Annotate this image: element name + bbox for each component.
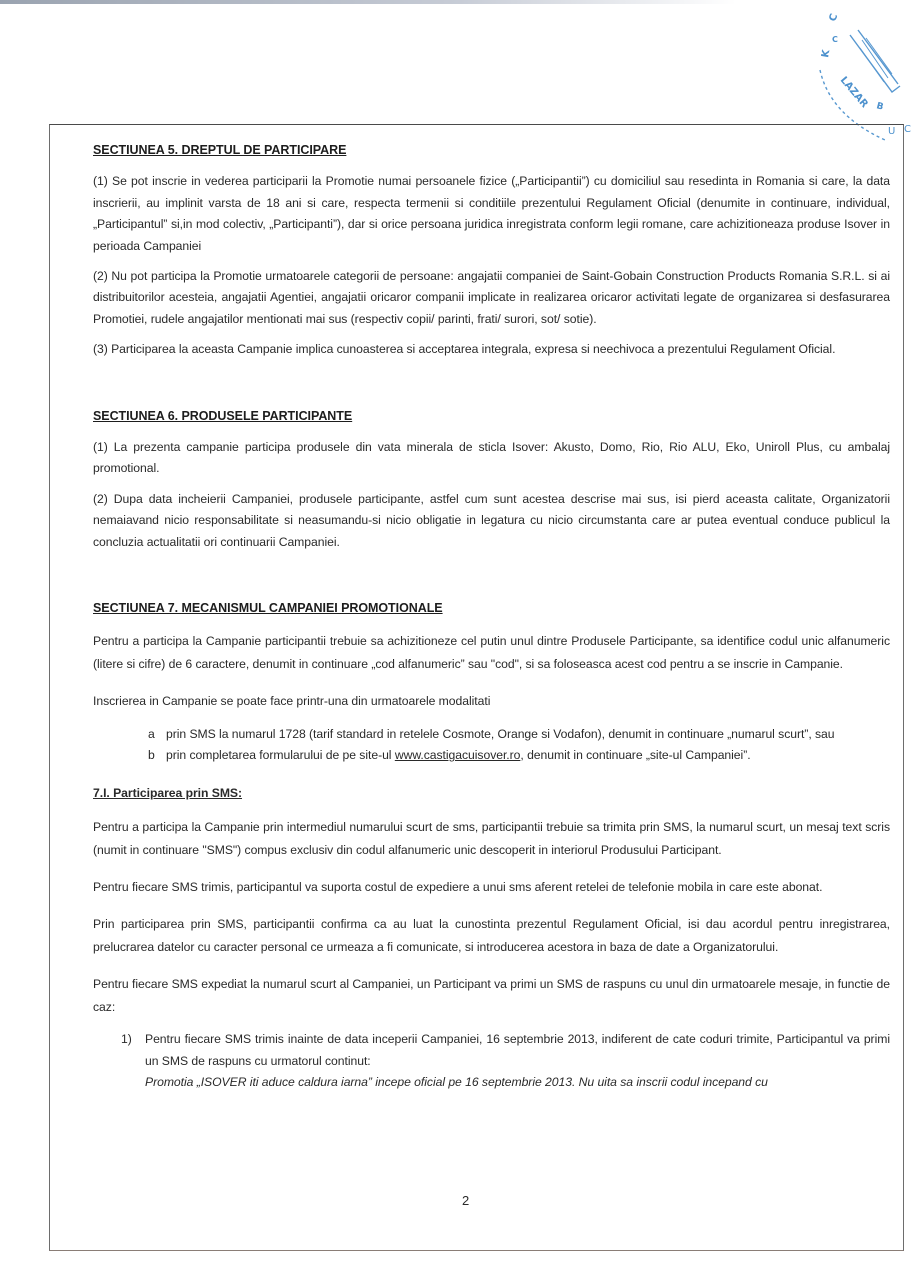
mode-item-marker: b [148, 748, 155, 763]
sms-paragraph-3: Prin participarea prin SMS, participantii confirma ca au luat la cunostinta prezentul Regulament Oficial, isi dau acordul pentru inregistrarea, prelucrarea datelor cu caracter personal ce urmeaza a fi comunicate, si introducerea acestora in baza de date a Organizatorului. [93, 917, 890, 955]
mode-item-marker: a [148, 726, 155, 741]
svg-text:C: C [904, 124, 911, 135]
section-7-heading: SECTIUNEA 7. MECANISMUL CAMPANIEI PROMOTIONALE [93, 601, 443, 616]
subsection-7-1-heading: 7.I. Participarea prin SMS: [93, 785, 243, 800]
case-text: Pentru fiecare SMS trimis inainte de data inceperii Campaniei, 16 septembrie 2013, indiferent de cate coduri trimite, Participantul va primi un SMS de raspuns cu urmatorul continut: [145, 1032, 890, 1068]
mode-item-sms [148, 724, 890, 745]
case-marker: 1) [121, 1032, 132, 1047]
section-6-heading: SECTIUNEA 6. PRODUSELE PARTICIPANTE [93, 408, 353, 423]
section-5-paragraph-2: (2) Nu pot participa la Promotie urmatoarele categorii de persoane: angajatii companiei de Saint-Gobain Construction Products Romania S.R.L. si ai distribuitorilor acesteia, angajatii Agentiei, angajatii oricaror companii implicate in realizarea oricaror activitati legate de organizarea si desfasurarea Promotiei, rudele angajatilor mentionati mai sus (respectiv copii/ parinti, frati/ surori, sot/ sotie). [93, 269, 890, 326]
section-7-modes-intro: Inscrierea in Campanie se poate face printr-una din urmatoarele modalitati [93, 693, 491, 708]
bleed-through-text [200, 68, 204, 83]
sms-paragraph-4: Pentru fiecare SMS expediat la numarul scurt al Campaniei, un Participant va primi un SMS de raspuns cu unul din urmatoarele mesaje, in functie de caz: [93, 977, 890, 1015]
svg-text:C: C [832, 35, 838, 44]
sms-response-case-1 [121, 1029, 890, 1093]
page-number: 2 [462, 1193, 470, 1208]
campaign-website-link[interactable]: www.castigacuisover.ro [394, 748, 521, 763]
svg-text:U: U [888, 126, 896, 137]
svg-text:LAZAR: LAZAR [837, 74, 870, 111]
section-6-paragraph-2: (2) Dupa data incheierii Campaniei, produsele participante, astfel cum sunt acestea descrise mai sus, isi pierd aceasta calitate, Organizatorii nemaiavand nicio responsabilitate si neasumandu-si nicio obligatie in legatura cu nicio circumstanta care ar putea eventual conduce publicul la concluzia actualitatii ori continuarii Campaniei. [93, 491, 890, 549]
mode-item-text-after: , denumit in continuare „site-ul Campaniei”. [520, 748, 751, 763]
section-5-paragraph-3: (3) Participarea la aceasta Campanie implica cunoasterea si acceptarea integrala, expresa si neechivoca a prezentului Regulament Oficial. [93, 342, 836, 357]
mode-item-text: prin SMS la numarul 1728 (tarif standard in retelele Cosmote, Orange si Vodafon), denumit in continuare „numarul scurt”, sau [166, 726, 835, 741]
case-message: Promotia „ISOVER iti aduce caldura iarna” incepe oficial pe 16 septembrie 2013. Nu uita sa inscrii codul incepand cu [145, 1074, 768, 1089]
svg-text:K: K [820, 48, 833, 59]
scan-top-edge [0, 0, 920, 4]
section-5-heading: SECTIUNEA 5. DREPTUL DE PARTICIPARE [93, 143, 347, 157]
sms-paragraph-1: Pentru a participa la Campanie prin intermediul numarului scurt de sms, participantii trebuie sa trimita prin SMS, la numarul scurt, un mesaj text scris (numit in continuare "SMS") compus exclusiv din codul alfanumeric unic descoperit in interiorul Produsului Participant. [93, 820, 890, 858]
case-body [145, 1029, 890, 1093]
sms-paragraph-2: Pentru fiecare SMS trimis, participantul va suporta costul de expediere a unui sms aferent retelei de telefonie mobila in care este abonat. [93, 880, 823, 895]
svg-text:B: B [875, 101, 885, 113]
document-body [93, 140, 890, 1093]
mode-item-text [166, 745, 890, 766]
section-7-intro: Pentru a participa la Campanie participantii trebuie sa achizitioneze cel putin unul dintre Produsele Participante, sa identifice codul unic alfanumeric (litere si cifre) de 6 caractere, denumit in continuare „cod alfanumeric” sau "cod", si sa foloseasca acest cod pentru a se inscrie in Campanie. [93, 633, 890, 671]
section-5-paragraph-1: (1) Se pot inscrie in vederea participarii la Promotie numai persoanele fizice („Participantii”) cu domiciliul sau resedinta in Romania si care, la data inscrierii, au implinit varsta de 18 ani si care, respecta termenii si conditiile prezentului Regulament Oficial (denumite in continuare, individual,„Participantul” si,in mod colectiv, „Participanti”), dar si orice persoana juridica inregistrata conform legii romane, care achizitioneaza produse Isover in perioada Campaniei [93, 174, 890, 253]
section-6-paragraph-1: (1) La prezenta campanie participa produsele din vata minerala de sticla Isover: Akusto, Domo, Rio, Rio ALU, Eko, Uniroll Plus, cu ambalaj promotional. [93, 440, 890, 476]
svg-text:C: C [827, 12, 841, 24]
mode-item-text-before: prin completarea formularului de pe site-ul [166, 748, 395, 763]
mode-item-website [148, 745, 890, 766]
